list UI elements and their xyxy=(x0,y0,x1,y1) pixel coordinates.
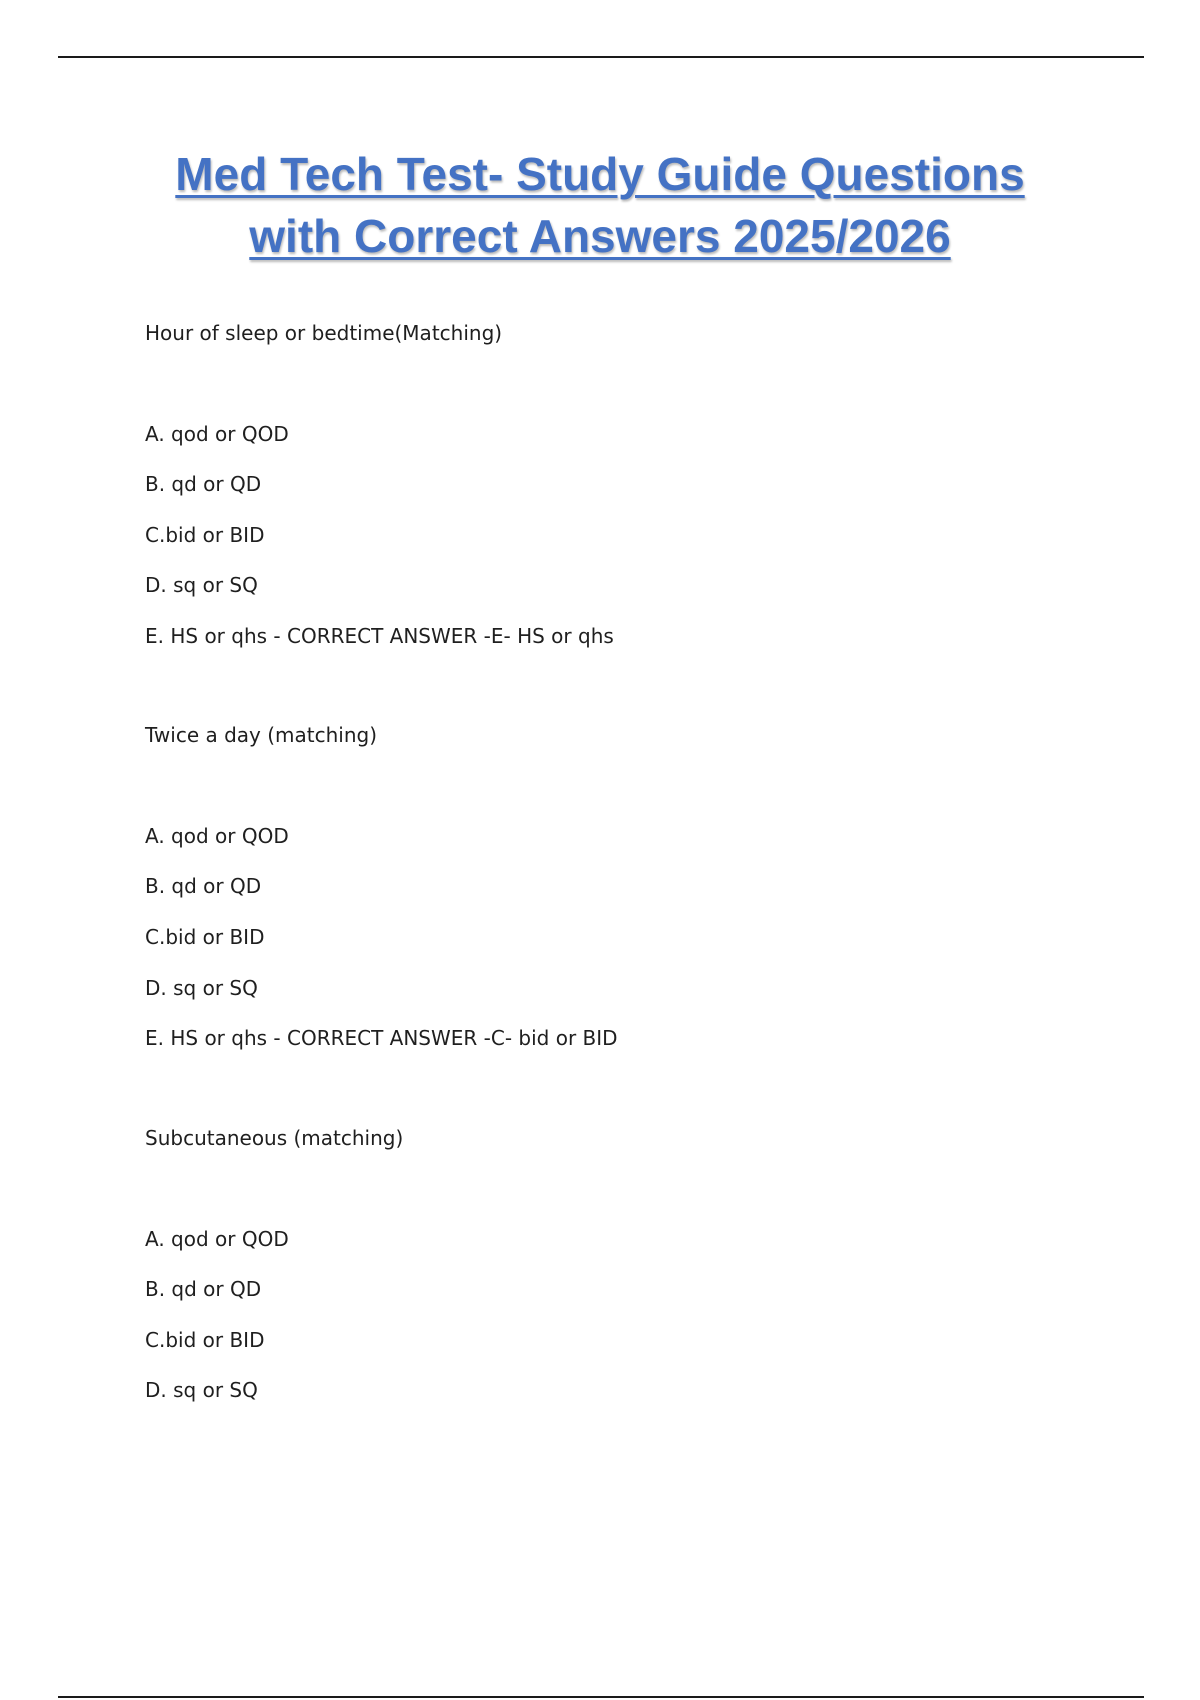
question-1-option-c: C.bid or BID xyxy=(145,523,265,547)
question-3-option-c: C.bid or BID xyxy=(145,1328,265,1352)
question-2-option-a: A. qod or QOD xyxy=(145,824,289,848)
bottom-rule xyxy=(58,1696,1144,1698)
question-2-option-e-answer: E. HS or qhs - CORRECT ANSWER -C- bid or BID xyxy=(145,1026,618,1050)
question-2-option-c: C.bid or BID xyxy=(145,925,265,949)
question-3-option-b: B. qd or QD xyxy=(145,1277,262,1301)
question-3-prompt: Subcutaneous (matching) xyxy=(145,1126,404,1150)
question-1-option-b: B. qd or QD xyxy=(145,472,262,496)
question-3-option-d: D. sq or SQ xyxy=(145,1378,258,1402)
question-1-option-d: D. sq or SQ xyxy=(145,573,258,597)
question-3-option-a: A. qod or QOD xyxy=(145,1227,289,1251)
title-line-2: with Correct Answers 2025/2026 xyxy=(249,210,951,262)
question-2-prompt: Twice a day (matching) xyxy=(145,723,378,747)
question-1-option-e-answer: E. HS or qhs - CORRECT ANSWER -E- HS or qhs xyxy=(145,624,614,648)
question-1-option-a: A. qod or QOD xyxy=(145,422,289,446)
document-title xyxy=(0,143,1200,267)
question-2-option-b: B. qd or QD xyxy=(145,874,262,898)
question-1-prompt: Hour of sleep or bedtime(Matching) xyxy=(145,321,503,345)
top-rule xyxy=(58,56,1144,58)
title-line-1: Med Tech Test- Study Guide Questions xyxy=(175,148,1025,200)
question-2-option-d: D. sq or SQ xyxy=(145,976,258,1000)
